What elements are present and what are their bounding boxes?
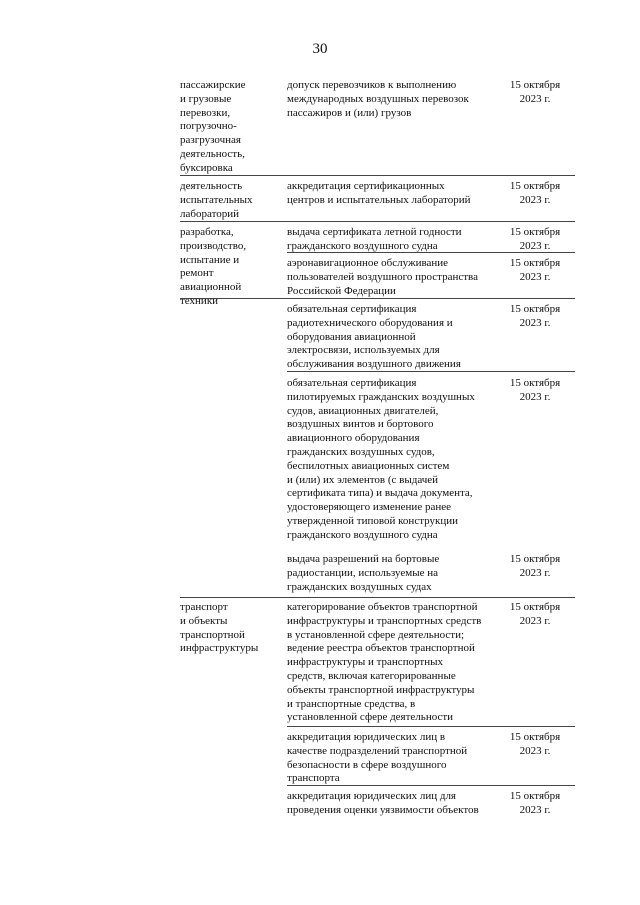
row-divider [180, 298, 575, 299]
deadline-cell: 15 октября 2023 г. [509, 257, 561, 283]
activity-divider [287, 371, 575, 372]
deadline-cell: 15 октября 2023 г. [509, 601, 561, 627]
deadline-cell: 15 октября 2023 г. [509, 226, 561, 252]
deadline-cell: 15 октября 2023 г. [509, 377, 561, 403]
activity-divider [287, 726, 575, 727]
row-divider [180, 221, 575, 222]
activity-cell: категорирование объектов транспортной инфраструктуры и транспортных средств в установленной сфере деятельности; ведение реестра объектов транспортной инфраструктуры и транспортных средств, включая категорированные объекты транспортной инфраструктуры и транспортные средства, в установленной сфере деятельности [287, 601, 482, 724]
category-cell: транспорт и объекты транспортной инфраструктуры [180, 601, 259, 655]
activity-divider [287, 785, 575, 786]
activity-cell: аэронавигационное обслуживание пользователей воздушного пространства Российской Федерации [287, 257, 478, 297]
activity-cell: аккредитация юридических лиц для проведения оценки уязвимости объектов [287, 790, 479, 816]
deadline-cell: 15 октября 2023 г. [509, 180, 561, 206]
activity-divider [287, 252, 575, 253]
deadline-cell: 15 октября 2023 г. [509, 731, 561, 757]
activity-cell: обязательная сертификация радиотехнического оборудования и оборудования авиационной электросвязи, используемых для обслуживания воздушного движения [287, 303, 461, 371]
category-cell: пассажирские и грузовые перевозки, погрузочно- разгрузочная деятельность, буксировка [180, 79, 246, 174]
category-cell: деятельность испытательных лабораторий [180, 180, 253, 220]
row-divider [180, 175, 575, 176]
activity-cell: выдача сертификата летной годности гражданского воздушного судна [287, 226, 462, 252]
activity-cell: допуск перевозчиков к выполнению международных воздушных перевозок пассажиров и (или) грузов [287, 79, 469, 119]
page-number: 30 [312, 41, 328, 57]
deadline-cell: 15 октября 2023 г. [509, 553, 561, 579]
deadline-cell: 15 октября 2023 г. [509, 79, 561, 105]
activity-cell: выдача разрешений на бортовые радиостанции, используемые на гражданских воздушных судах [287, 553, 440, 593]
deadline-cell: 15 октября 2023 г. [509, 303, 561, 329]
activity-cell: аккредитация сертификационных центров и испытательных лабораторий [287, 180, 471, 206]
row-divider [180, 597, 575, 598]
category-cell: разработка, производство, испытание и ремонт авиационной техники [180, 226, 247, 307]
deadline-cell: 15 октября 2023 г. [509, 790, 561, 816]
activity-cell: аккредитация юридических лиц в качестве подразделений транспортной безопасности в сфере воздушного транспорта [287, 731, 468, 785]
activity-cell: обязательная сертификация пилотируемых гражданских воздушных судов, авиационных двигателей, воздушных винтов и бортового авиационного оборудования гражданских воздушных судов, беспилотных авиационных систем и (или) их элементов (с выдачей сертификата типа) и выдача документа, удостоверяющего изменение ранее утвержденной типовой конструкции гражданского воздушного судна [287, 377, 475, 541]
